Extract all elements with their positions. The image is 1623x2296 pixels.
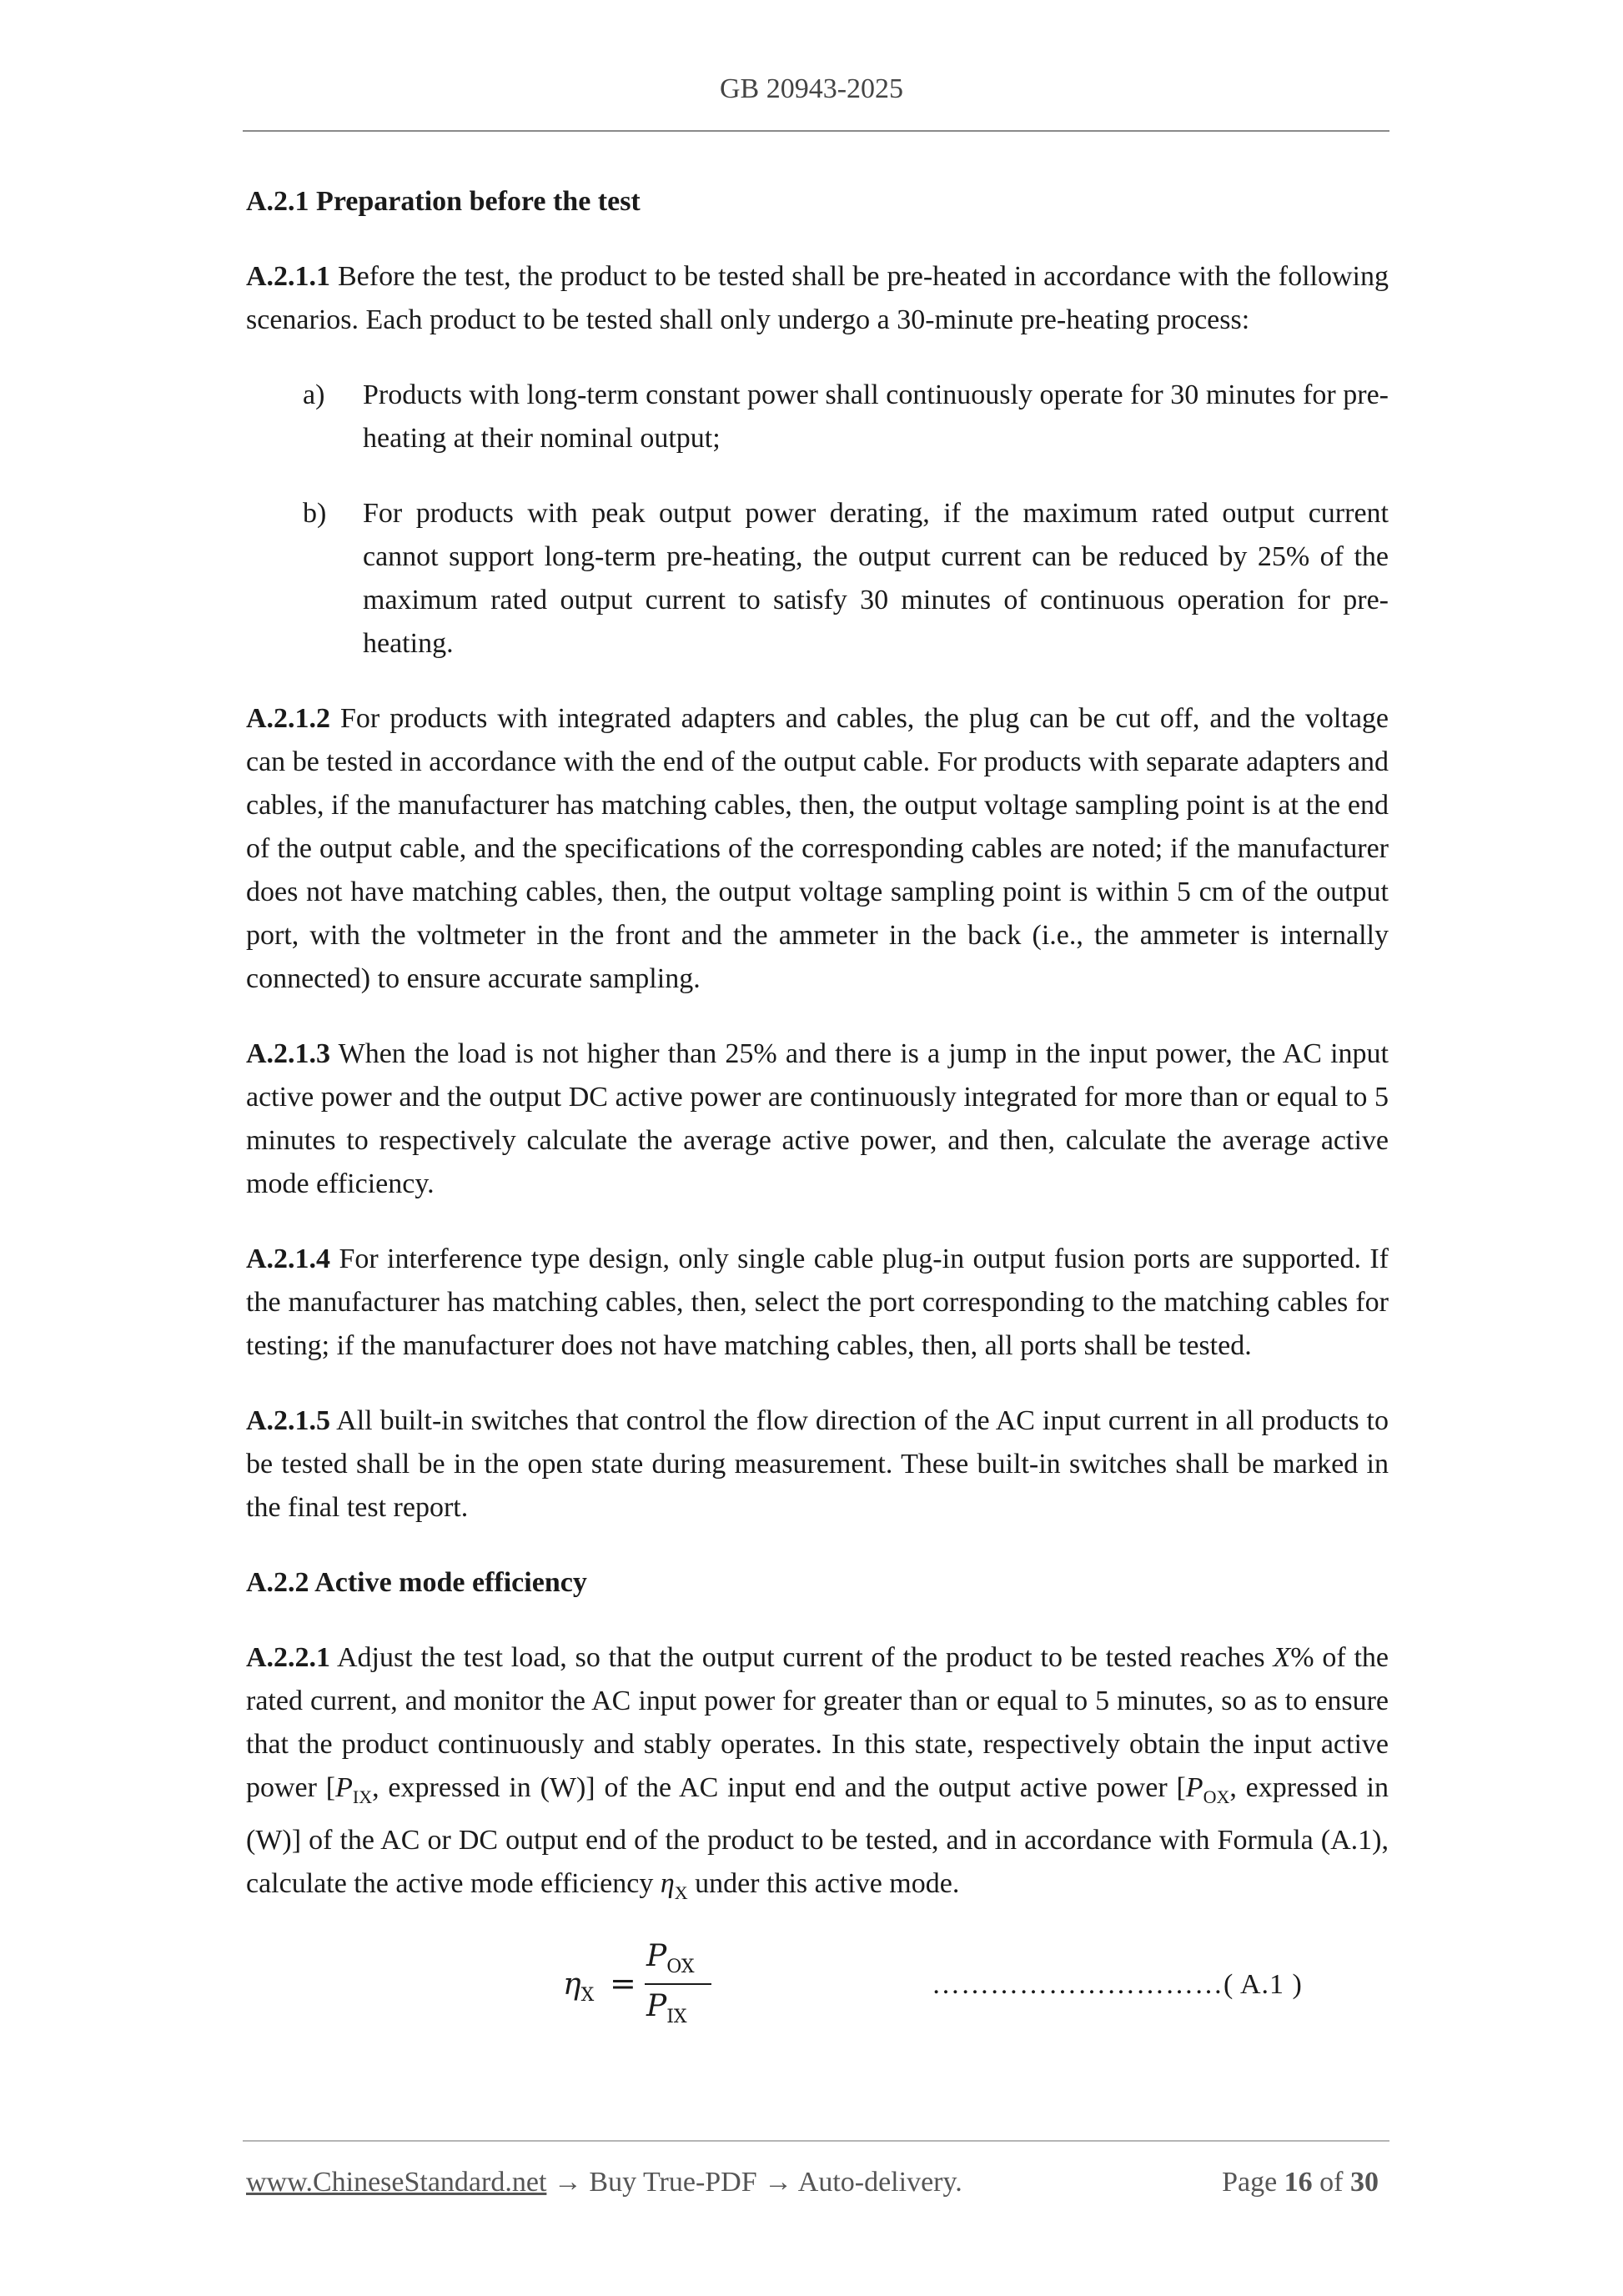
- clause-text: , expressed in (W)] of the AC input end and the output active power [: [372, 1772, 1186, 1803]
- paragraph-a214: [246, 1238, 1389, 1368]
- paragraph-a212: [246, 697, 1389, 1001]
- symbol-p: P: [335, 1772, 353, 1803]
- clause-number: A.2.1.1: [246, 261, 331, 292]
- footer-promo-text: → Buy True-PDF → Auto-delivery.: [546, 2167, 962, 2198]
- formula-lhs-subscript: X: [580, 1984, 595, 2006]
- clause-text: under this active mode.: [687, 1867, 960, 1899]
- formula-numerator-symbol: P: [646, 1938, 667, 1973]
- paragraph-a211: [246, 255, 1389, 342]
- document-body: [246, 180, 1389, 2032]
- formula-lhs: [563, 1963, 594, 2017]
- clause-text: Adjust the test load, so that the output current of the product to be tested reaches: [330, 1642, 1274, 1673]
- list-item-a: [246, 374, 1389, 460]
- paragraph-a213: [246, 1032, 1389, 1206]
- formula-numerator: [646, 1935, 695, 1989]
- list-item-b: [246, 492, 1389, 666]
- clause-number: A.2.1.3: [246, 1038, 331, 1069]
- symbol-subscript: IX: [352, 1786, 373, 1807]
- total-pages-number: 30: [1350, 2167, 1379, 2198]
- symbol-eta: η: [660, 1867, 675, 1899]
- symbol-subscript: X: [674, 1882, 688, 1903]
- page-header: GB 20943-2025: [719, 73, 904, 104]
- paragraph-a221: [246, 1636, 1389, 1915]
- clause-number: A.2.1.5: [246, 1405, 331, 1436]
- page-word: Page: [1222, 2167, 1284, 2198]
- clause-text: For products with integrated adapters and cables, the plug can be cut off, and the voltage can be tested in accordance with the end of the output cable. For products with separate adapters and cables, if the manufacturer has matching cables, then, the output voltage sampling point is at the end of the output cable, and the specifications of the corresponding cables are noted; if the manufacturer does not have matching cables, then, the output voltage sampling point is within 5 cm of the output port, with the voltmeter in the front and the ammeter in the back (i.e., the ammeter is internally connected) to ensure accurate sampling.: [246, 703, 1389, 994]
- formula-number: …………………………( A.1 ): [932, 1968, 1303, 2000]
- formula-denominator: [646, 1985, 687, 2039]
- clause-number: A.2.1.4: [246, 1243, 331, 1274]
- variable-x: X: [1273, 1642, 1291, 1673]
- clause-number: A.2.2.1: [246, 1642, 331, 1673]
- formula-denominator-symbol: P: [646, 1988, 667, 2023]
- formula-denominator-subscript: IX: [666, 2006, 687, 2027]
- symbol-p: P: [1185, 1772, 1203, 1803]
- clause-text: When the load is not higher than 25% and there is a jump in the input power, the AC input active power and the output DC active power are continuously integrated for more than or equal to 5 minutes to respectively calculate the average active power, and then, calculate the average active mode efficiency.: [246, 1038, 1389, 1199]
- footer-divider: [243, 2140, 1389, 2142]
- current-page-number: 16: [1284, 2167, 1313, 2198]
- clause-number: A.2.1.2: [246, 703, 331, 734]
- clause-text: Before the test, the product to be tested shall be pre-heated in accordance with the following scenarios. Each product to be tested shall only undergo a 30-minute pre-heating process:: [246, 261, 1389, 335]
- formula-a1: [246, 1940, 1389, 2032]
- list-marker: b): [303, 498, 327, 529]
- formula-numerator-subscript: OX: [666, 1956, 695, 1977]
- page-indicator: [1222, 2167, 1379, 2198]
- formula-expression: [563, 1940, 713, 2032]
- section-heading-a21: A.2.1 Preparation before the test: [246, 186, 641, 217]
- paragraph-a215: [246, 1399, 1389, 1530]
- website-link[interactable]: www.ChineseStandard.net: [246, 2167, 547, 2198]
- footer-left: [246, 2167, 962, 2198]
- formula-eta: η: [563, 1967, 581, 2002]
- clause-text: % of the rated current, and monitor the AC input power for greater than or equal to 5 minutes, so as to ensure that the product continuously and stably operates. In this state, respectively obtain the input active power [: [246, 1642, 1389, 1803]
- section-heading-a22: A.2.2 Active mode efficiency: [246, 1567, 587, 1598]
- of-word: of: [1312, 2167, 1350, 2198]
- header-divider: [243, 130, 1389, 132]
- clause-text: All built-in switches that control the flow direction of the AC input current in all products to be tested shall be in the open state during measurement. These built-in switches shall be marked in the final test report.: [246, 1405, 1389, 1523]
- formula-equals: =: [610, 1964, 636, 2002]
- list-item-text: For products with peak output power derating, if the maximum rated output current cannot support long-term pre-heating, the output current can be reduced by 25% of the maximum rated output current to satisfy 30 minutes of continuous operation for pre-heating.: [363, 498, 1389, 659]
- list-item-text: Products with long-term constant power shall continuously operate for 30 minutes for pre-heating at their nominal output;: [363, 379, 1389, 454]
- list-marker: a): [303, 379, 325, 410]
- symbol-subscript: OX: [1203, 1786, 1230, 1807]
- clause-text: , expressed in (W)] of the AC or DC output end of the product to be tested, and in accordance with Formula (A.1), calculate the active mode efficiency: [246, 1772, 1389, 1899]
- clause-text: For interference type design, only single cable plug-in output fusion ports are supported. If the manufacturer has matching cables, then, select the port corresponding to the matching cables for testing; if the manufacturer does not have matching cables, then, all ports shall be tested.: [246, 1243, 1389, 1361]
